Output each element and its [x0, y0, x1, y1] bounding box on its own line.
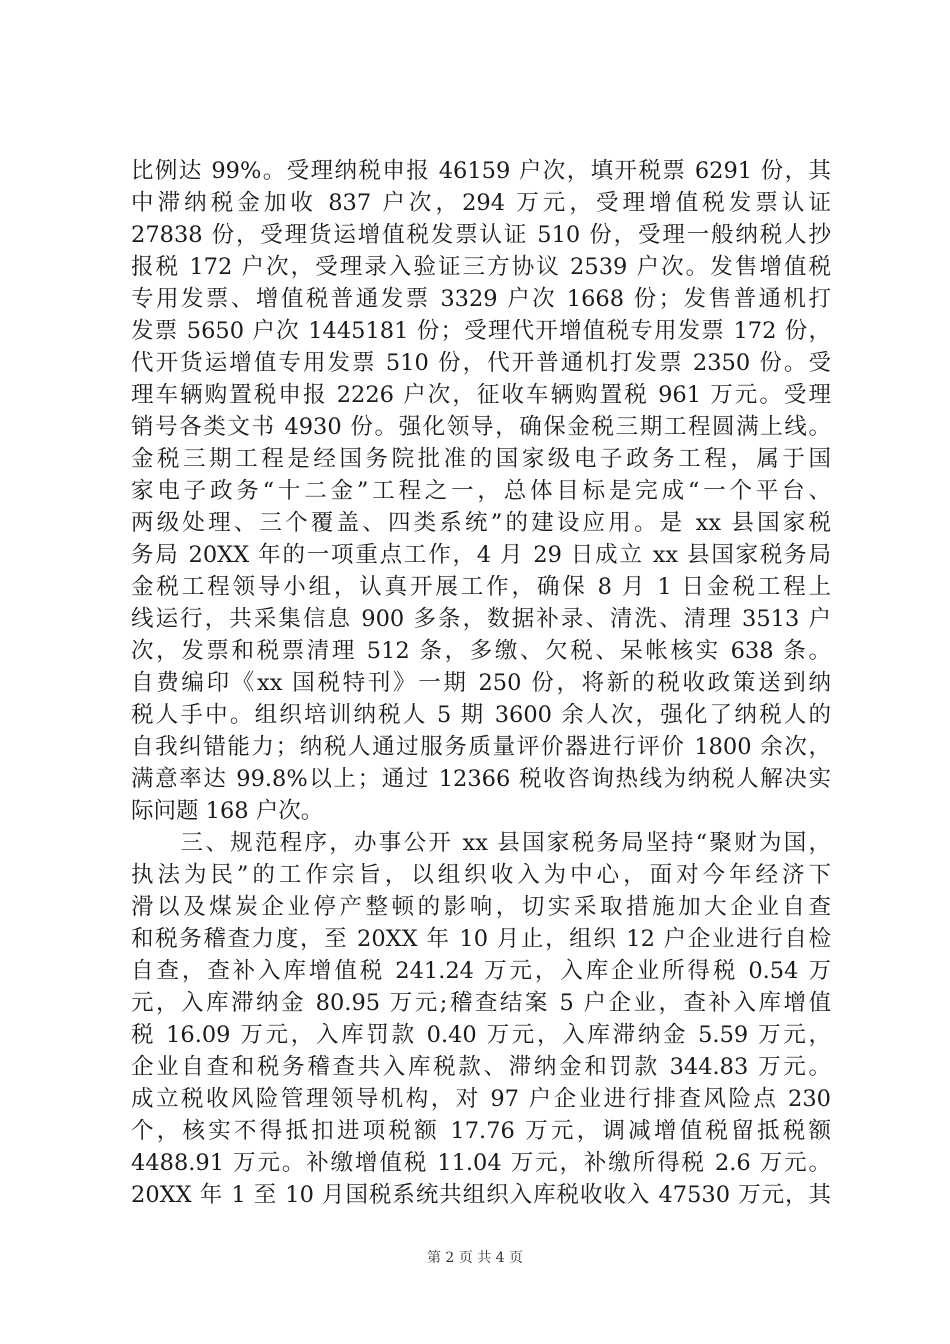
text-line: 元，入库滞纳金 80.95 万元;稽查结案 5 户企业，查补入库增值	[131, 990, 831, 1016]
text-line: 比例达 99%。受理纳税申报 46159 户次，填开税票 6291 份，其	[131, 158, 831, 184]
text-line: 中滞纳税金加收 837 户次，294 万元，受理增值税发票认证	[131, 190, 831, 216]
text-line: 执法为民”的工作宗旨，以组织收入为中心，面对今年经济下	[131, 862, 831, 888]
text-line: 报税 172 户次，受理录入验证三方协议 2539 户次。发售增值税	[131, 254, 831, 280]
text-line: 金税三期工程是经国务院批准的国家级电子政务工程，属于国	[131, 446, 831, 472]
text-line: 4488.91 万元。补缴增值税 11.04 万元，补缴所得税 2.6 万元。	[131, 1150, 831, 1176]
text-line: 两级处理、三个覆盖、四类系统”的建设应用。是 xx 县国家税	[131, 510, 831, 536]
text-line: 家电子政务“十二金”工程之一，总体目标是完成“一个平台、	[131, 478, 831, 504]
text-line: 发票 5650 户次 1445181 份；受理代开增值税专用发票 172 份，	[131, 318, 831, 344]
text-line: 企业自查和税务稽查共入库税款、滞纳金和罚款 344.83 万元。	[131, 1054, 831, 1080]
text-line: 税人手中。组织培训纳税人 5 期 3600 余人次，强化了纳税人的	[131, 702, 831, 728]
text-line: 和税务稽查力度，至 20XX 年 10 月止，组织 12 户企业进行自检	[131, 926, 831, 952]
text-line: 际问题 168 户次。	[131, 798, 324, 824]
text-line: 自费编印《xx 国税特刊》一期 250 份，将新的税收政策送到纳	[131, 670, 831, 696]
text-line: 20XX 年 1 至 10 月国税系统共组织入库税收收入 47530 万元，其	[131, 1182, 831, 1208]
text-line: 滑以及煤炭企业停产整顿的影响，切实采取措施加大企业自查	[131, 894, 831, 920]
text-line: 次，发票和税票清理 512 条，多缴、欠税、呆帐核实 638 条。	[131, 638, 831, 664]
text-line: 代开货运增值专用发票 510 份，代开普通机打发票 2350 份。受	[131, 350, 831, 376]
text-line: 成立税收风险管理领导机构，对 97 户企业进行排查风险点 230	[131, 1086, 831, 1112]
text-line: 自查，查补入库增值税 241.24 万元，入库企业所得税 0.54 万	[131, 958, 831, 984]
text-line: 金税工程领导小组，认真开展工作，确保 8 月 1 日金税工程上	[131, 574, 831, 600]
text-line: 自我纠错能力；纳税人通过服务质量评价器进行评价 1800 余次，	[131, 734, 831, 760]
page-footer: 第 2 页 共 4 页	[426, 1250, 524, 1266]
text-line: 满意率达 99.8%以上；通过 12366 税收咨询热线为纳税人解决实	[131, 766, 831, 792]
text-line: 线运行，共采集信息 900 多条，数据补录、清洗、清理 3513 户	[131, 606, 831, 632]
text-line: 个，核实不得抵扣进项税额 17.76 万元，调减增值税留抵税额	[131, 1118, 831, 1144]
body-text	[131, 155, 831, 1211]
text-line: 销号各类文书 4930 份。强化领导，确保金税三期工程圆满上线。	[131, 414, 831, 440]
text-line: 务局 20XX 年的一项重点工作，4 月 29 日成立 xx 县国家税务局	[131, 542, 831, 568]
text-line: 27838 份，受理货运增值税发票认证 510 份，受理一般纳税人抄	[131, 222, 831, 248]
text-line: 专用发票、增值税普通发票 3329 户次 1668 份；发售普通机打	[131, 286, 831, 312]
text-line: 三、规范程序，办事公开 xx 县国家税务局坚持“聚财为国，	[131, 830, 831, 856]
text-line: 税 16.09 万元，入库罚款 0.40 万元，入库滞纳金 5.59 万元，	[131, 1022, 831, 1048]
text-line: 理车辆购置税申报 2226 户次，征收车辆购置税 961 万元。受理	[131, 382, 831, 408]
